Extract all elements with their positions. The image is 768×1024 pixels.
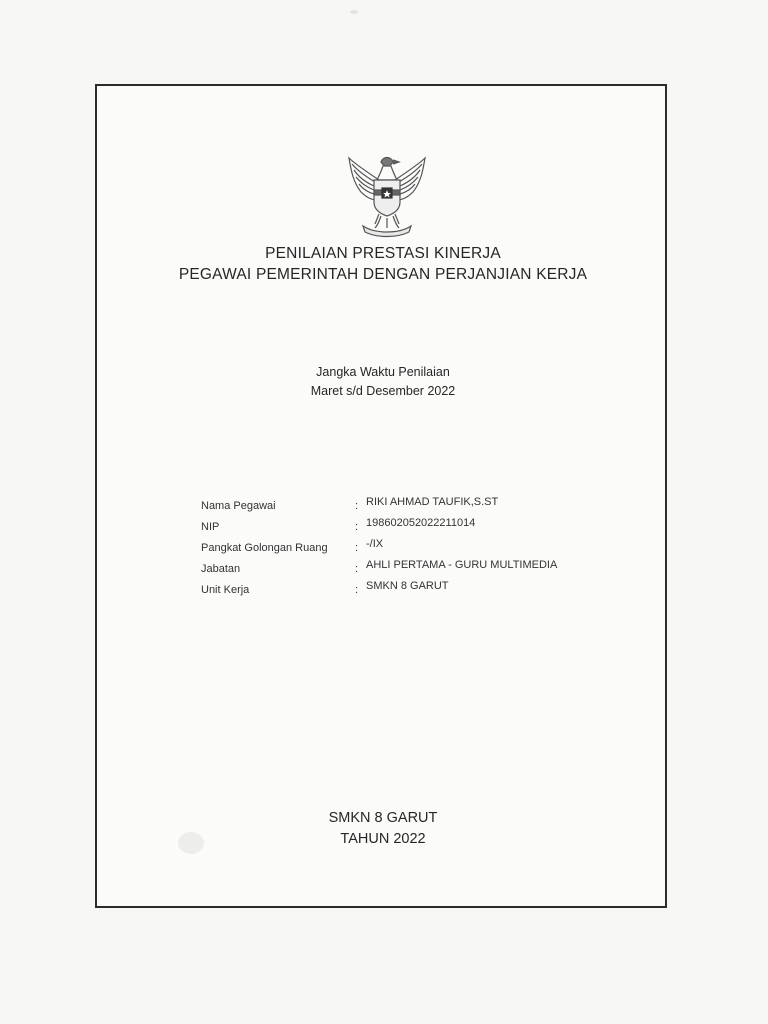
scan-speck: [350, 10, 358, 14]
field-colon: :: [355, 521, 359, 533]
field-colon: :: [355, 563, 359, 575]
garuda-emblem-icon: [345, 152, 429, 238]
footer-school: SMKN 8 GARUT: [328, 810, 438, 826]
field-value: RIKI AHMAD TAUFIK,S.ST: [366, 496, 499, 508]
field-colon: :: [355, 542, 359, 554]
scan-smudge: [178, 832, 204, 854]
field-value: -/IX: [366, 538, 384, 550]
document-title-line1: PENILAIAN PRESTASI KINERJA: [265, 245, 501, 262]
period-value: Maret s/d Desember 2022: [310, 384, 456, 398]
field-value: AHLI PERTAMA - GURU MULTIMEDIA: [366, 559, 558, 571]
field-colon: :: [355, 500, 359, 512]
field-label: Nama Pegawai: [201, 500, 276, 512]
field-colon: :: [355, 584, 359, 596]
document-title-line2: PEGAWAI PEMERINTAH DENGAN PERJANJIAN KERJA: [178, 266, 588, 283]
field-label: Jabatan: [201, 563, 241, 575]
field-value: 198602052022211014: [366, 517, 476, 529]
field-value: SMKN 8 GARUT: [366, 580, 449, 592]
field-label: Unit Kerja: [201, 584, 250, 596]
footer-year: TAHUN 2022: [340, 831, 426, 847]
period-label: Jangka Waktu Penilaian: [316, 365, 450, 379]
field-label: Pangkat Golongan Ruang: [201, 542, 328, 554]
field-label: NIP: [201, 521, 220, 533]
